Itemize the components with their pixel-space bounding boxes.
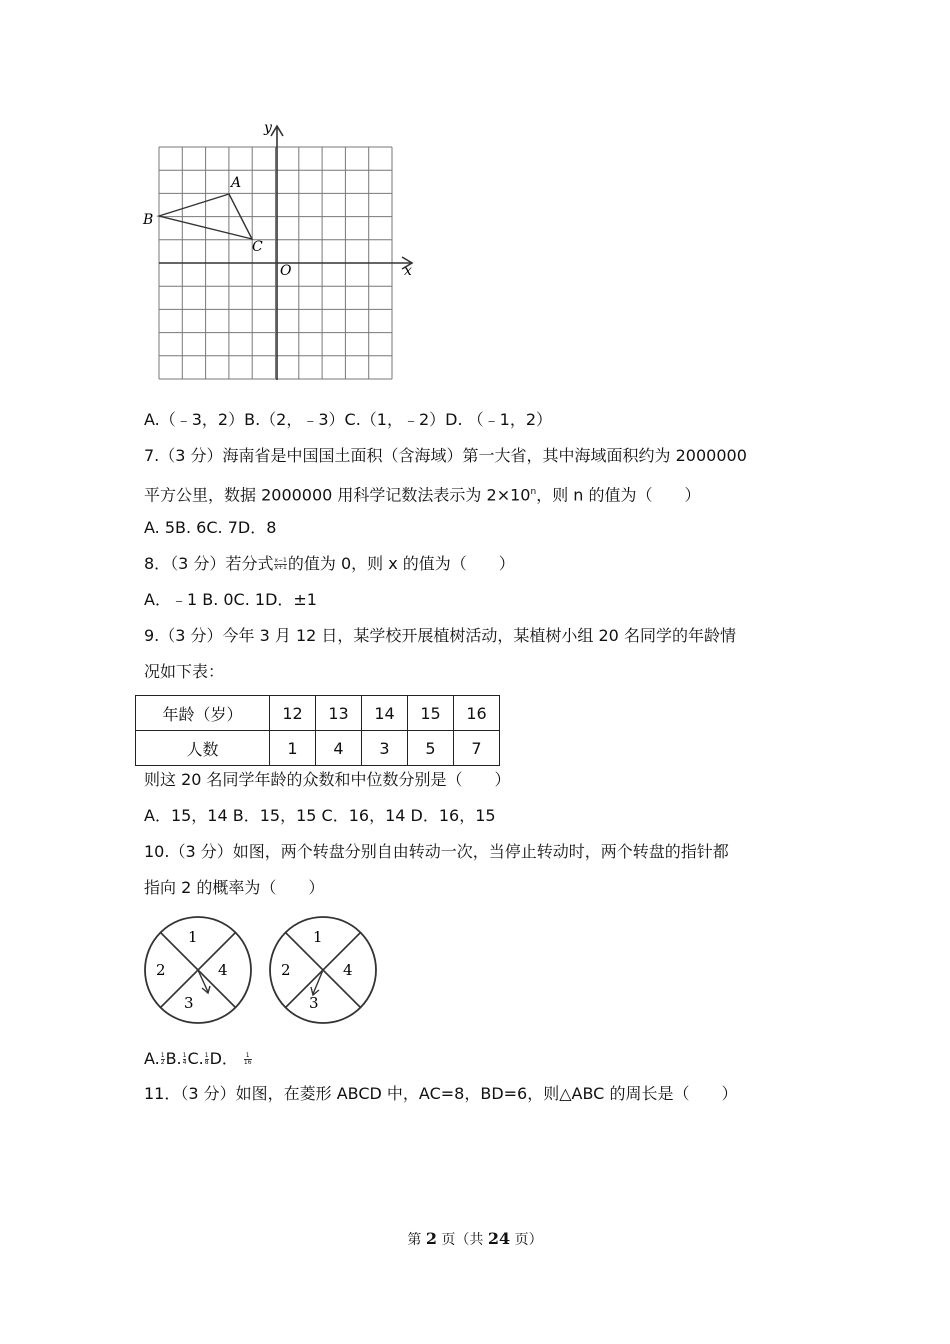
footer-page: 2	[425, 1229, 437, 1248]
q10-line2: 指向 2 的概率为（ ）	[144, 878, 325, 897]
sector-4-label: 4	[218, 961, 228, 979]
count-header: 人数	[136, 731, 270, 766]
sector-4-label: 4	[343, 961, 353, 979]
age-cell: 13	[316, 696, 362, 731]
frac-num: 1	[160, 1052, 165, 1059]
frac-den: 8	[204, 1059, 209, 1066]
label-y: y	[264, 120, 272, 136]
q7-options: A. 5B. 6C. 7D．8	[144, 518, 277, 537]
label-b: B	[143, 212, 154, 228]
q10-opt-c: C.	[187, 1049, 204, 1068]
frac-den: 16	[243, 1059, 252, 1066]
sector-3-label: 3	[184, 994, 194, 1012]
q8-post: 的值为 0，则 x 的值为（ ）	[287, 554, 515, 573]
footer-post: 页）	[510, 1232, 543, 1248]
age-cell: 12	[270, 696, 316, 731]
sector-1-label: 1	[313, 928, 323, 946]
count-row	[136, 731, 500, 766]
label-x: x	[404, 263, 412, 279]
frac-den: 4	[182, 1059, 187, 1066]
footer-total: 24	[487, 1229, 511, 1248]
q10-opt-b: B.	[165, 1049, 182, 1068]
q8-frac-den: x+1	[274, 564, 287, 571]
age-header: 年龄（岁）	[136, 696, 270, 731]
age-row	[136, 696, 500, 731]
frac-num: 1	[204, 1052, 209, 1059]
sector-2-label: 2	[156, 961, 166, 979]
q10-frac-a	[161, 1053, 165, 1066]
frac-num: 1	[245, 1052, 250, 1059]
q7-exponent: n	[530, 487, 537, 497]
page-footer	[0, 1229, 950, 1249]
count-cell: 3	[362, 731, 408, 766]
q7-line2	[144, 481, 701, 506]
spinner-right	[267, 914, 379, 1026]
q8-question	[144, 553, 515, 575]
q8-frac-num: x−1	[274, 557, 287, 564]
q8-fraction	[274, 558, 286, 571]
q10-frac-c	[205, 1053, 209, 1066]
q7-line1: 7.（3 分）海南省是中国国土面积（含海域）第一大省，其中海域面积约为 2000000	[144, 446, 747, 465]
q10-options	[144, 1048, 253, 1070]
label-c: C	[252, 239, 263, 255]
q10-line1: 10.（3 分）如图，两个转盘分别自由转动一次，当停止转动时，两个转盘的指针都	[144, 842, 729, 861]
q7-line2-post: ，则 n 的值为（ ）	[536, 485, 701, 505]
footer-pre: 第	[407, 1232, 426, 1248]
age-cell: 15	[408, 696, 454, 731]
q8-pre: 8．（3 分）若分式	[144, 554, 274, 573]
q6-options: A.（﹣3，2）B.（2，﹣3）C.（1，﹣2）D. （﹣1，2）	[144, 410, 553, 429]
sector-2-label: 2	[281, 961, 291, 979]
age-cell: 14	[362, 696, 408, 731]
q9-line1: 9.（3 分）今年 3 月 12 日，某学校开展植树活动，某植树小组 20 名同学的年龄情	[144, 626, 736, 645]
q10-frac-b	[183, 1053, 187, 1066]
count-cell: 1	[270, 731, 316, 766]
q10-opt-d: D．	[209, 1049, 238, 1068]
age-cell: 16	[454, 696, 500, 731]
q8-options: A．﹣1 B. 0C. 1D．±1	[144, 590, 317, 609]
age-table	[135, 695, 500, 766]
q9-options: A．15，14 B．15，15 C．16，14 D．16，15	[144, 806, 496, 825]
q7-line2-pre: 平方公里，数据 2000000 用科学记数法表示为 2×10	[144, 485, 531, 505]
q9-line3: 则这 20 名同学年龄的众数和中位数分别是（ ）	[144, 770, 511, 789]
frac-den: 2	[160, 1059, 165, 1066]
sector-1-label: 1	[188, 928, 198, 946]
footer-mid: 页（共	[436, 1232, 488, 1248]
label-origin: O	[280, 263, 292, 279]
label-a: A	[231, 175, 242, 191]
q11-question: 11．（3 分）如图，在菱形 ABCD 中，AC=8，BD=6，则△ABC 的周长是（ ）	[144, 1084, 738, 1103]
frac-num: 1	[182, 1052, 187, 1059]
count-cell: 5	[408, 731, 454, 766]
q10-frac-d	[244, 1053, 252, 1066]
spinner-left	[142, 914, 254, 1026]
coordinate-grid-figure	[140, 120, 410, 390]
count-cell: 7	[454, 731, 500, 766]
sector-3-label: 3	[309, 994, 319, 1012]
count-cell: 4	[316, 731, 362, 766]
q9-line2: 况如下表：	[144, 662, 225, 681]
q10-opt-a: A.	[144, 1049, 160, 1068]
